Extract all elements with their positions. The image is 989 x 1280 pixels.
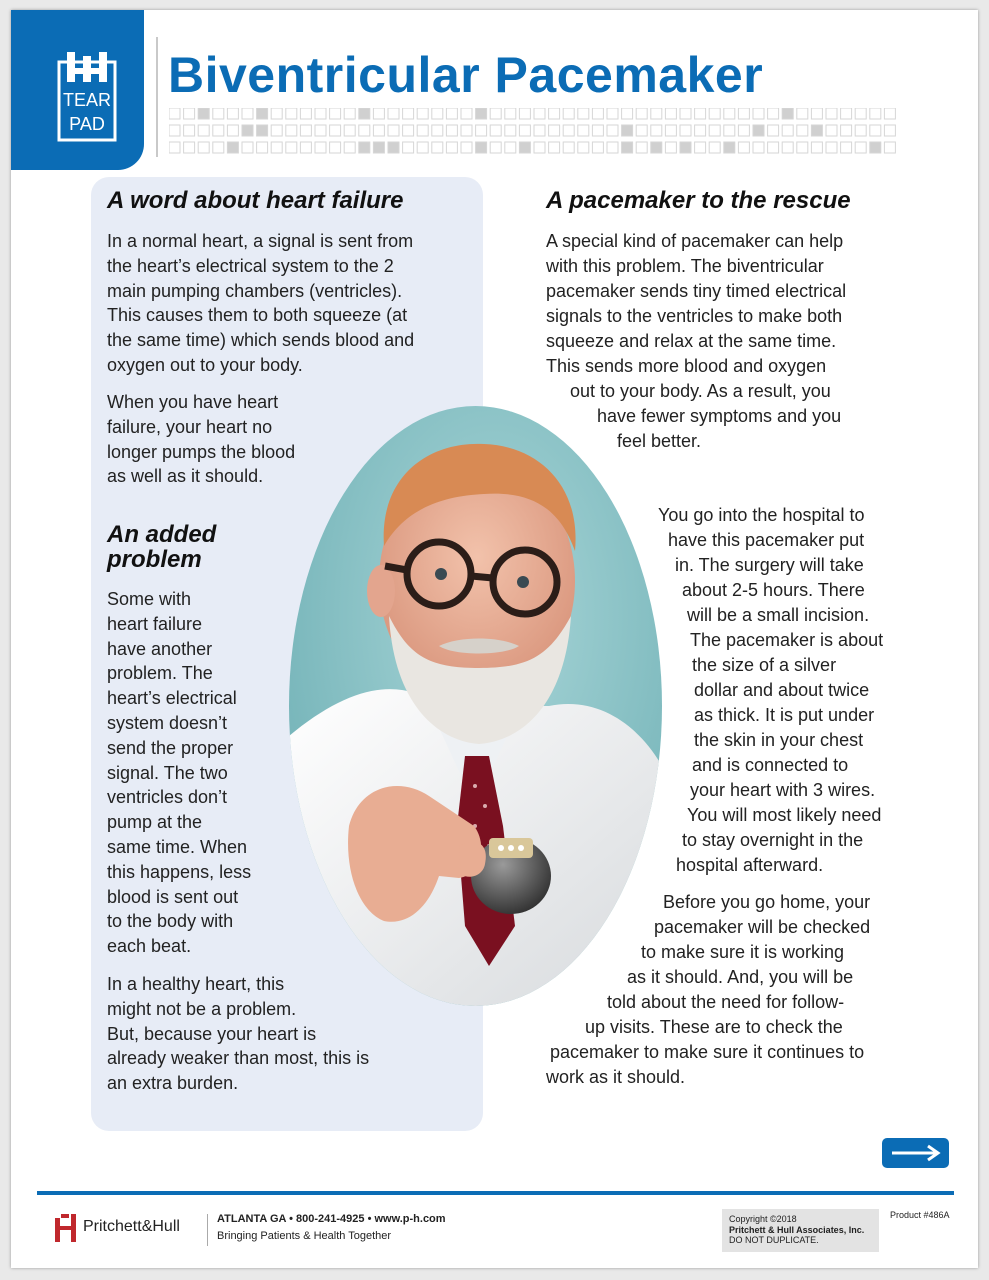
pattern-square [373, 142, 384, 153]
pattern-square [782, 142, 793, 153]
pattern-square [753, 125, 764, 136]
pattern-square [403, 125, 414, 136]
pattern-square [184, 125, 195, 136]
pattern-square [257, 108, 268, 119]
pattern-square [315, 108, 326, 119]
pattern-square [636, 125, 647, 136]
product-number: Product #486A [890, 1210, 950, 1220]
pattern-square [797, 142, 808, 153]
pattern-square [724, 142, 735, 153]
decorative-squares-pattern [169, 108, 899, 158]
pattern-square [841, 125, 852, 136]
para2-line: have this pacemaker put [668, 530, 865, 550]
title-divider [156, 37, 158, 157]
pattern-square [432, 125, 443, 136]
tearpad-logo-icon [57, 50, 117, 142]
pattern-square [651, 142, 662, 153]
pattern-square [870, 108, 881, 119]
logo-text-tear: TEAR [62, 90, 112, 110]
pattern-square [505, 108, 516, 119]
pattern-square [768, 142, 779, 153]
pattern-square [213, 108, 224, 119]
pattern-square [169, 142, 180, 153]
para2-line: You go into the hospital to [658, 505, 865, 525]
pattern-square [373, 108, 384, 119]
para2-line: and is connected to [692, 755, 849, 775]
pattern-square [884, 142, 895, 153]
pattern-square [665, 142, 676, 153]
pattern-square [811, 125, 822, 136]
pattern-square [373, 125, 384, 136]
pattern-square [578, 142, 589, 153]
pattern-square [607, 142, 618, 153]
pattern-square [227, 125, 238, 136]
pattern-square [797, 125, 808, 136]
pattern-square [578, 125, 589, 136]
para1-line: pacemaker sends tiny timed electrical [546, 281, 847, 301]
para2-line: in. The surgery will take [675, 555, 864, 575]
heading-added-problem: An added problem [107, 521, 217, 573]
pattern-square [534, 108, 545, 119]
pattern-square [344, 108, 355, 119]
pattern-square [870, 142, 881, 153]
pattern-square [213, 142, 224, 153]
pattern-square [622, 125, 633, 136]
pattern-square [242, 125, 253, 136]
pattern-square [242, 108, 253, 119]
pattern-square [169, 125, 180, 136]
pattern-square [695, 125, 706, 136]
pattern-square [359, 142, 370, 153]
para2-line: about 2-5 hours. There [682, 580, 865, 600]
heading-pacemaker-rescue: A pacemaker to the rescue [546, 187, 851, 214]
pattern-square [709, 142, 720, 153]
para2-line: You will most likely need [687, 805, 882, 825]
para1-line: signals to the ventricles to make both [546, 306, 843, 326]
pattern-square [549, 108, 560, 119]
pattern-square [738, 125, 749, 136]
pattern-square [519, 125, 530, 136]
pattern-square [782, 108, 793, 119]
pattern-square [286, 125, 297, 136]
pattern-square [359, 125, 370, 136]
pattern-square [227, 108, 238, 119]
pattern-square [768, 125, 779, 136]
pattern-square [461, 142, 472, 153]
pattern-square [505, 142, 516, 153]
company-name: Pritchett&Hull [83, 1218, 180, 1235]
para-normal-heart: In a normal heart, a signal is sent from the heart’s electrical system to the 2 main pumping chambers (ventricles). This causes them to both squeeze (at the same time) which sends blood and oxygen out to your body. [107, 231, 415, 375]
pattern-square [359, 108, 370, 119]
pattern-square [490, 142, 501, 153]
pattern-square [534, 142, 545, 153]
para3-line: to make sure it is working [641, 942, 845, 962]
para1-line: feel better. [617, 431, 702, 451]
pattern-square [315, 142, 326, 153]
para2-line: the skin in your chest [694, 730, 864, 750]
pattern-square [476, 142, 487, 153]
right-arrow-icon [882, 1138, 949, 1168]
pattern-square [651, 125, 662, 136]
pattern-square [417, 142, 428, 153]
pattern-square [724, 108, 735, 119]
pattern-square [665, 108, 676, 119]
doctor-holding-pacemaker-illustration [289, 406, 662, 1006]
pattern-square [709, 108, 720, 119]
pattern-square [286, 108, 297, 119]
pattern-square [636, 108, 647, 119]
pattern-square [242, 142, 253, 153]
pattern-square [519, 108, 530, 119]
para3-line: pacemaker to make sure it continues to [550, 1042, 865, 1062]
pattern-square [198, 108, 209, 119]
pattern-square [315, 125, 326, 136]
pattern-square [855, 108, 866, 119]
pattern-square [811, 108, 822, 119]
pattern-square [330, 108, 341, 119]
pattern-square [768, 108, 779, 119]
para3-line: as it should. And, you will be [627, 967, 854, 987]
company-contact: ATLANTA GA • 800-241-4925 • www.p-h.com [217, 1213, 446, 1225]
para1-line: This sends more blood and oxygen [546, 356, 827, 376]
copyright-notice: DO NOT DUPLICATE. [729, 1235, 819, 1245]
pattern-square [724, 125, 735, 136]
para-healthy-heart: In a healthy heart, this might not be a problem. But, because your heart is already weaker than most, this is an extra burden. [107, 974, 370, 1094]
pattern-square [680, 125, 691, 136]
page-title: Biventricular Pacemaker [168, 47, 764, 103]
pattern-square [855, 142, 866, 153]
pattern-square [841, 142, 852, 153]
pattern-square [592, 108, 603, 119]
pattern-square [330, 142, 341, 153]
para3-line: pacemaker will be checked [654, 917, 871, 937]
pattern-square [534, 125, 545, 136]
pattern-square [344, 142, 355, 153]
page [11, 10, 978, 1268]
pattern-square [271, 142, 282, 153]
pattern-square [811, 142, 822, 153]
pattern-square [184, 108, 195, 119]
pattern-square [563, 108, 574, 119]
pattern-square [592, 142, 603, 153]
company-tagline: Bringing Patients & Health Together [217, 1230, 392, 1242]
pattern-square [169, 108, 180, 119]
copyright-owner: Pritchett & Hull Associates, Inc. [729, 1224, 865, 1235]
pattern-square [505, 125, 516, 136]
pattern-square [227, 142, 238, 153]
pattern-square [738, 142, 749, 153]
pattern-square [563, 142, 574, 153]
para2-line: as thick. It is put under [694, 705, 875, 725]
pattern-square [592, 125, 603, 136]
para1-line: A special kind of pacemaker can help [546, 231, 844, 251]
pattern-square [198, 142, 209, 153]
para1-line: squeeze and relax at the same time. [546, 331, 837, 351]
next-page-button[interactable] [882, 1138, 949, 1168]
pattern-square [286, 142, 297, 153]
para2-line: the size of a silver [692, 655, 837, 675]
pattern-square [417, 125, 428, 136]
pattern-square [797, 108, 808, 119]
para2-line: to stay overnight in the [682, 830, 864, 850]
para-added-problem: Some with heart failure have another problem. The heart’s electrical system doesn’t send the proper signal. The two ventricles don’t pump at the same time. When this happens, less blood is sent out to the body with each beat. [107, 589, 252, 957]
para-heart-failure: When you have heart failure, your heart no longer pumps the blood as well as it should. [107, 392, 296, 487]
pattern-square [841, 108, 852, 119]
para3-line: up visits. These are to check the [585, 1017, 843, 1037]
pattern-square [680, 142, 691, 153]
pattern-square [884, 108, 895, 119]
pattern-square [695, 108, 706, 119]
pattern-square [300, 125, 311, 136]
pattern-square [578, 108, 589, 119]
para3-line: work as it should. [546, 1067, 686, 1087]
pattern-square [417, 108, 428, 119]
para1-line: with this problem. The biventricular [546, 256, 824, 276]
pattern-square [446, 125, 457, 136]
para2-line: hospital afterward. [676, 855, 824, 875]
pattern-square [636, 142, 647, 153]
pattern-square [753, 108, 764, 119]
pattern-square [388, 108, 399, 119]
pattern-square [198, 125, 209, 136]
pattern-square [461, 108, 472, 119]
pattern-square [432, 108, 443, 119]
para2-line: will be a small incision. [687, 605, 870, 625]
para2-line: The pacemaker is about [690, 630, 884, 650]
pattern-square [476, 125, 487, 136]
pattern-square [680, 108, 691, 119]
pattern-square [855, 125, 866, 136]
copyright-line: Copyright ©2018 [729, 1214, 797, 1224]
doctor-photo [289, 406, 662, 1006]
pattern-square [753, 142, 764, 153]
para3-line: told about the need for follow- [607, 992, 845, 1012]
pattern-square [461, 125, 472, 136]
pattern-square [330, 125, 341, 136]
pattern-square [476, 108, 487, 119]
pattern-square [782, 125, 793, 136]
pattern-square [344, 125, 355, 136]
pattern-square [884, 125, 895, 136]
pattern-square [300, 142, 311, 153]
pattern-square [300, 108, 311, 119]
pattern-square [622, 108, 633, 119]
pattern-square [184, 142, 195, 153]
pattern-square [432, 142, 443, 153]
footer-logo-divider [207, 1214, 208, 1246]
pattern-square [388, 125, 399, 136]
footer-divider [37, 1191, 954, 1195]
pattern-square [695, 142, 706, 153]
pattern-square [257, 125, 268, 136]
pattern-square [403, 108, 414, 119]
pattern-square [709, 125, 720, 136]
pattern-square [271, 125, 282, 136]
pattern-square [549, 142, 560, 153]
logo-text-pad: PAD [69, 114, 105, 134]
para3-line: Before you go home, your [663, 892, 871, 912]
pattern-square [826, 108, 837, 119]
pattern-square [388, 142, 399, 153]
pattern-square [213, 125, 224, 136]
pattern-square [826, 142, 837, 153]
copyright-box [722, 1209, 879, 1252]
para2-line: dollar and about twice [694, 680, 870, 700]
pattern-square [490, 125, 501, 136]
pattern-square [870, 125, 881, 136]
pattern-square [563, 125, 574, 136]
tearpad-logo-tab [11, 10, 144, 170]
pattern-square [257, 142, 268, 153]
pattern-square [446, 142, 457, 153]
pattern-square [665, 125, 676, 136]
pattern-square [826, 125, 837, 136]
para1-line: have fewer symptoms and you [597, 406, 842, 426]
pattern-square [738, 108, 749, 119]
para2-line: your heart with 3 wires. [690, 780, 876, 800]
pattern-square [446, 108, 457, 119]
pattern-square [519, 142, 530, 153]
pattern-square [490, 108, 501, 119]
pattern-square [622, 142, 633, 153]
pattern-square [607, 125, 618, 136]
pattern-square [607, 108, 618, 119]
para1-line: out to your body. As a result, you [570, 381, 831, 401]
pattern-square [271, 108, 282, 119]
pattern-square [651, 108, 662, 119]
pattern-square [403, 142, 414, 153]
pattern-square [549, 125, 560, 136]
heading-heart-failure: A word about heart failure [107, 187, 404, 214]
